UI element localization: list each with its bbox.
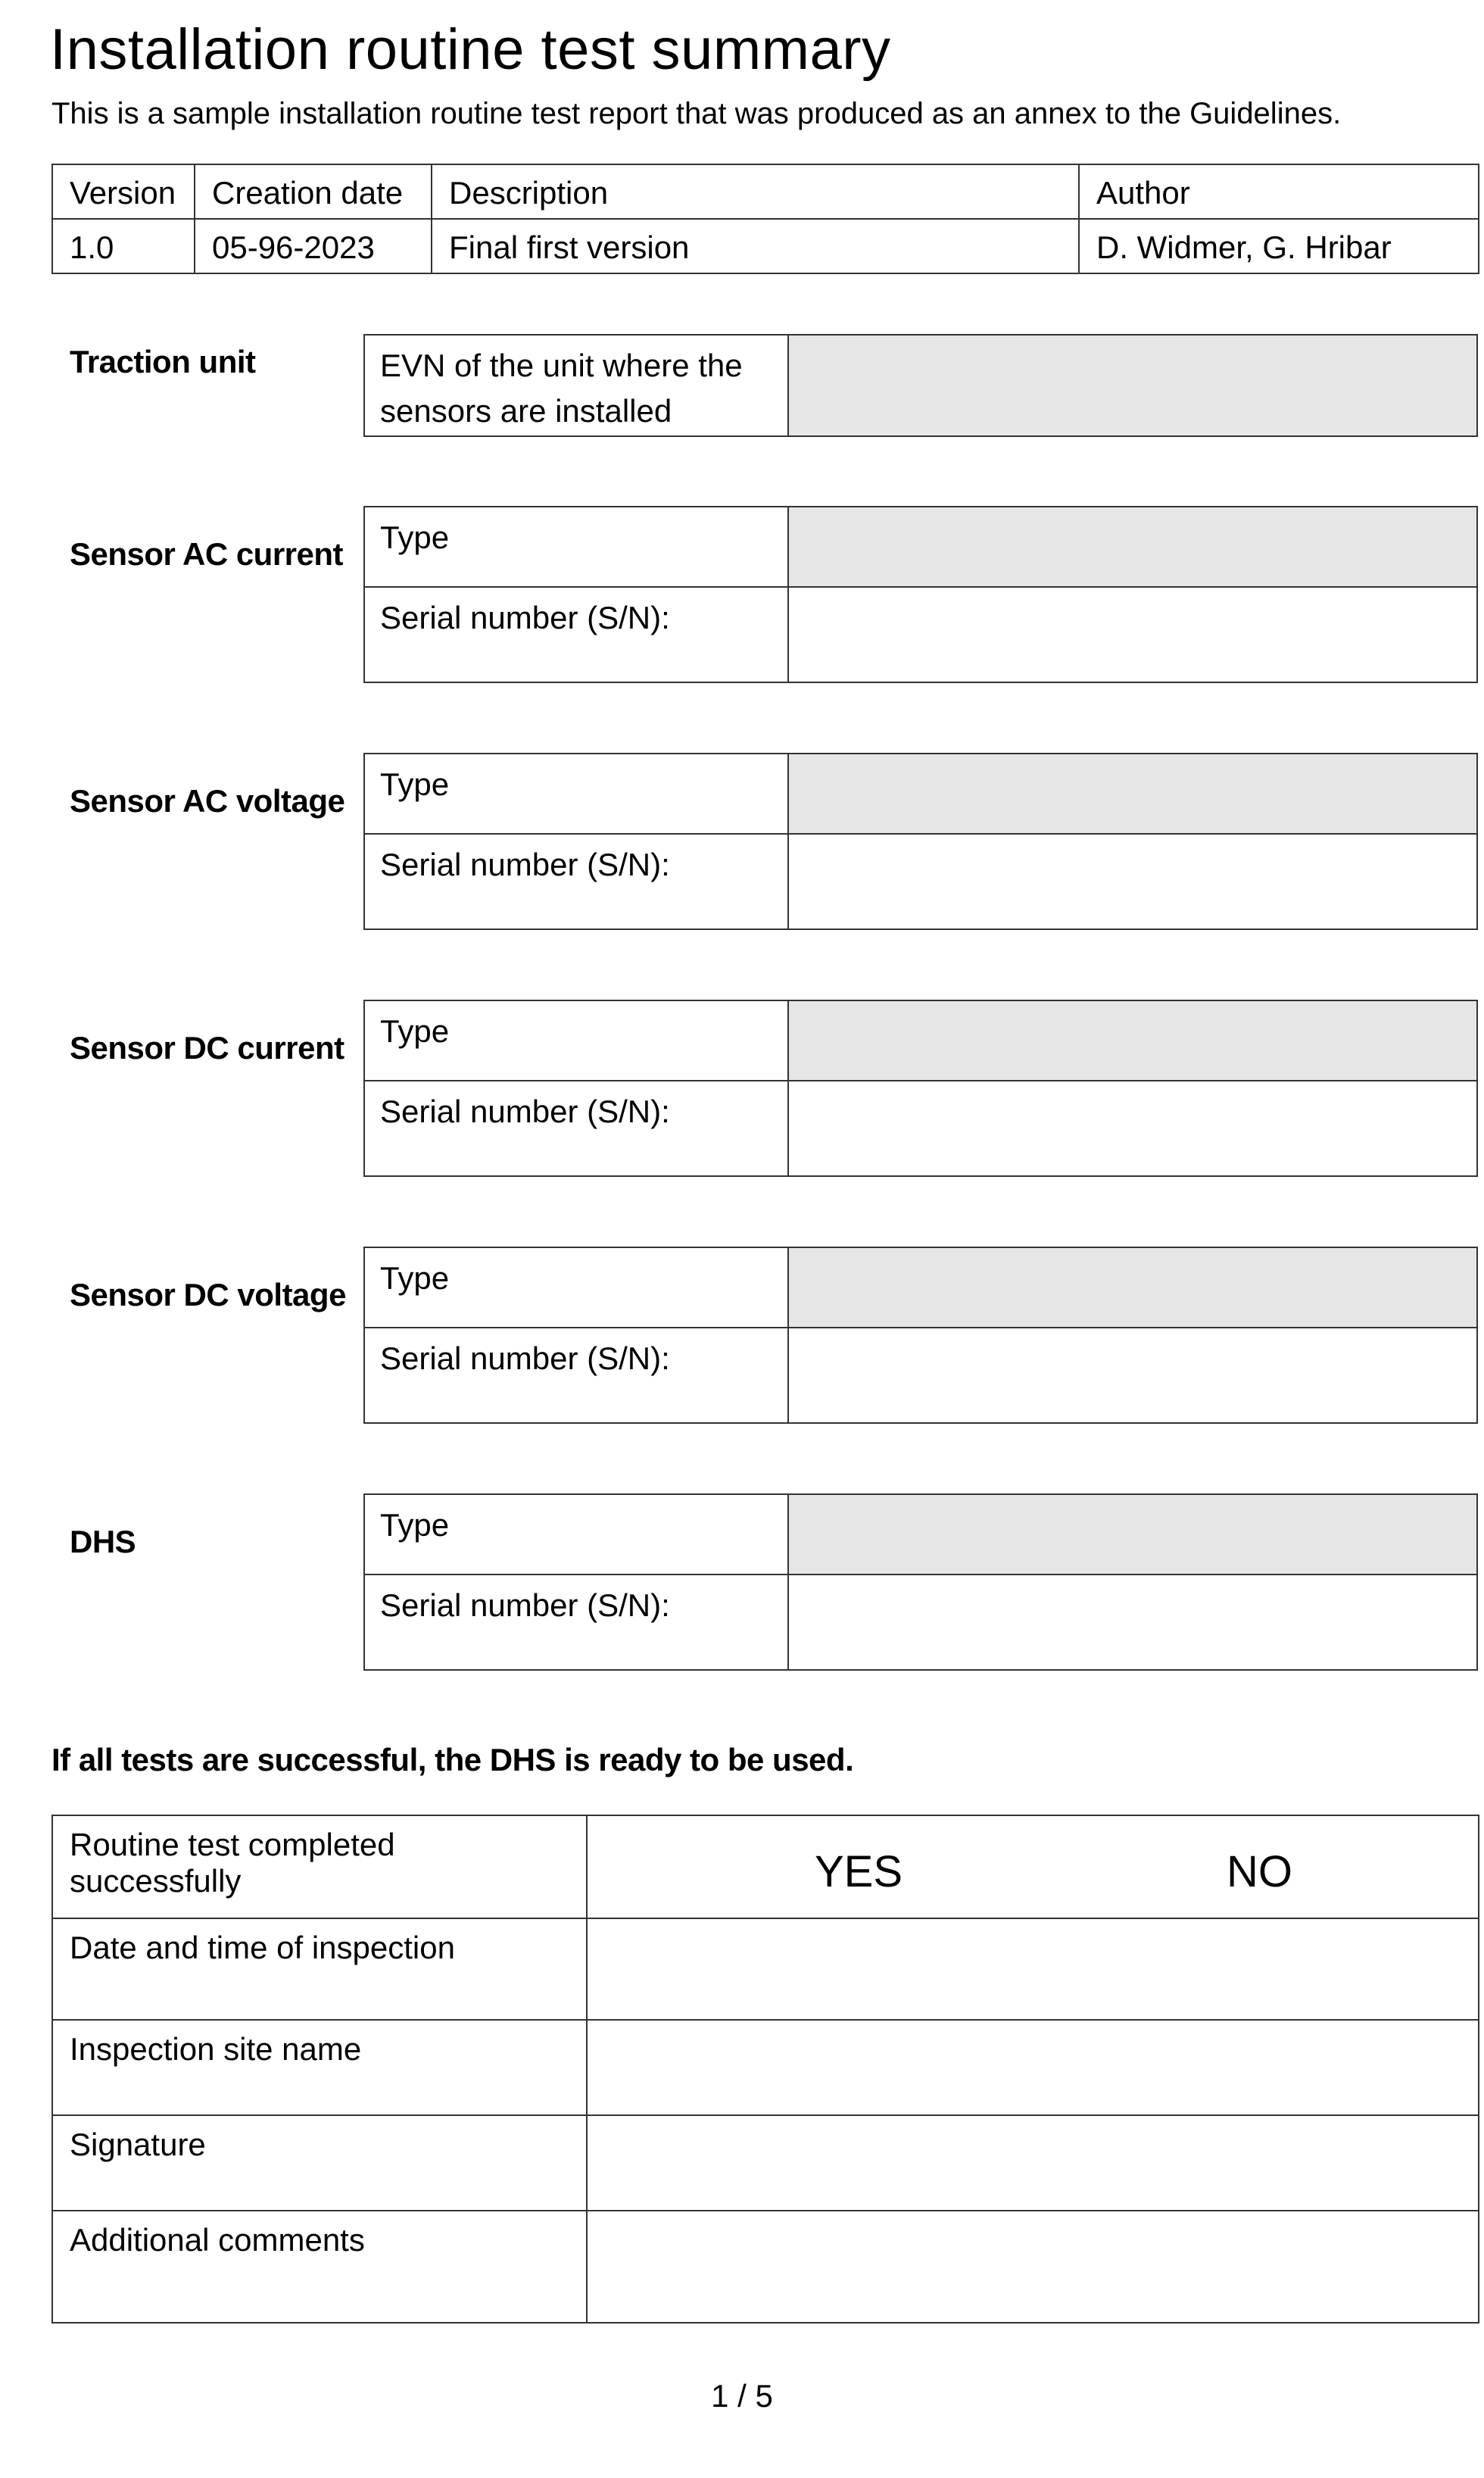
type-label: Type — [364, 1247, 788, 1328]
description-cell: Final first version — [432, 219, 1079, 273]
sensor-dc-current-serial-input[interactable] — [788, 1081, 1477, 1176]
sensor-dc-current-label: Sensor DC current — [70, 1030, 344, 1066]
sensor-dc-voltage-type-input[interactable] — [788, 1247, 1477, 1328]
traction-unit-table — [363, 334, 1478, 437]
serial-number-label: Serial number (S/N): — [364, 834, 788, 929]
sensor-dc-voltage-label: Sensor DC voltage — [70, 1277, 346, 1312]
signature-input[interactable] — [587, 2115, 1479, 2211]
additional-comments-label: Additional comments — [52, 2211, 587, 2323]
dhs-table — [363, 1493, 1478, 1671]
serial-number-label: Serial number (S/N): — [364, 1574, 788, 1670]
table-row — [52, 2020, 1479, 2115]
sensor-dc-current-table — [363, 1000, 1478, 1177]
version-table-row — [52, 219, 1479, 273]
type-label: Type — [364, 507, 788, 587]
dhs-label: DHS — [70, 1524, 136, 1559]
inspection-site-input[interactable] — [587, 2020, 1479, 2115]
version-cell: 1.0 — [52, 219, 195, 273]
sensor-ac-voltage-label: Sensor AC voltage — [70, 783, 345, 819]
no-option[interactable]: NO — [1227, 1847, 1292, 1896]
serial-number-label: Serial number (S/N): — [364, 1081, 788, 1176]
yes-no-cell — [587, 1815, 1479, 1918]
yes-option[interactable]: YES — [815, 1847, 903, 1896]
version-table-header-row — [52, 164, 1479, 219]
type-label: Type — [364, 754, 788, 834]
version-table — [51, 164, 1479, 274]
author-header-cell: Author — [1079, 164, 1479, 219]
table-row — [52, 1815, 1479, 1918]
author-cell: D. Widmer, G. Hribar — [1079, 219, 1479, 273]
table-row — [52, 2211, 1479, 2323]
additional-comments-input[interactable] — [587, 2211, 1479, 2323]
table-row — [52, 2115, 1479, 2211]
date-time-label: Date and time of inspection — [52, 1918, 587, 2020]
version-header-cell: Version — [52, 164, 195, 219]
dhs-type-input[interactable] — [788, 1494, 1477, 1574]
sensor-dc-voltage-table — [363, 1247, 1478, 1424]
table-row — [52, 1918, 1479, 2020]
sensor-ac-voltage-serial-input[interactable] — [788, 834, 1477, 929]
signature-label: Signature — [52, 2115, 587, 2211]
sensor-ac-voltage-table — [363, 753, 1478, 930]
evn-input[interactable] — [788, 335, 1477, 436]
creation-date-header-cell: Creation date — [195, 164, 432, 219]
serial-number-label: Serial number (S/N): — [364, 1328, 788, 1423]
creation-date-cell: 05-96-2023 — [195, 219, 432, 273]
sensor-ac-current-type-input[interactable] — [788, 507, 1477, 587]
sensor-dc-current-type-input[interactable] — [788, 1000, 1477, 1081]
sensor-ac-current-table — [363, 506, 1478, 683]
page-title: Installation routine test summary — [50, 17, 891, 82]
sensor-ac-current-label: Sensor AC current — [70, 536, 344, 572]
traction-unit-label: Traction unit — [70, 344, 256, 379]
date-time-input[interactable] — [587, 1918, 1479, 2020]
page-subtitle: This is a sample installation routine test report that was produced as an annex to the Guidelines. — [51, 97, 1342, 130]
type-label: Type — [364, 1494, 788, 1574]
serial-number-label: Serial number (S/N): — [364, 587, 788, 682]
dhs-serial-input[interactable] — [788, 1574, 1477, 1670]
readiness-note: If all tests are successful, the DHS is ready to be used. — [51, 1742, 854, 1777]
inspection-site-label: Inspection site name — [52, 2020, 587, 2115]
description-header-cell: Description — [432, 164, 1079, 219]
sensor-ac-current-serial-input[interactable] — [788, 587, 1477, 682]
sensor-dc-voltage-serial-input[interactable] — [788, 1328, 1477, 1423]
type-label: Type — [364, 1000, 788, 1081]
sensor-ac-voltage-type-input[interactable] — [788, 754, 1477, 834]
evn-field-label: EVN of the unit where the sensors are installed — [364, 335, 788, 436]
page-number: 1 / 5 — [711, 2378, 773, 2414]
routine-test-table — [51, 1815, 1479, 2324]
routine-test-label: Routine test completed successfully — [52, 1815, 587, 1918]
